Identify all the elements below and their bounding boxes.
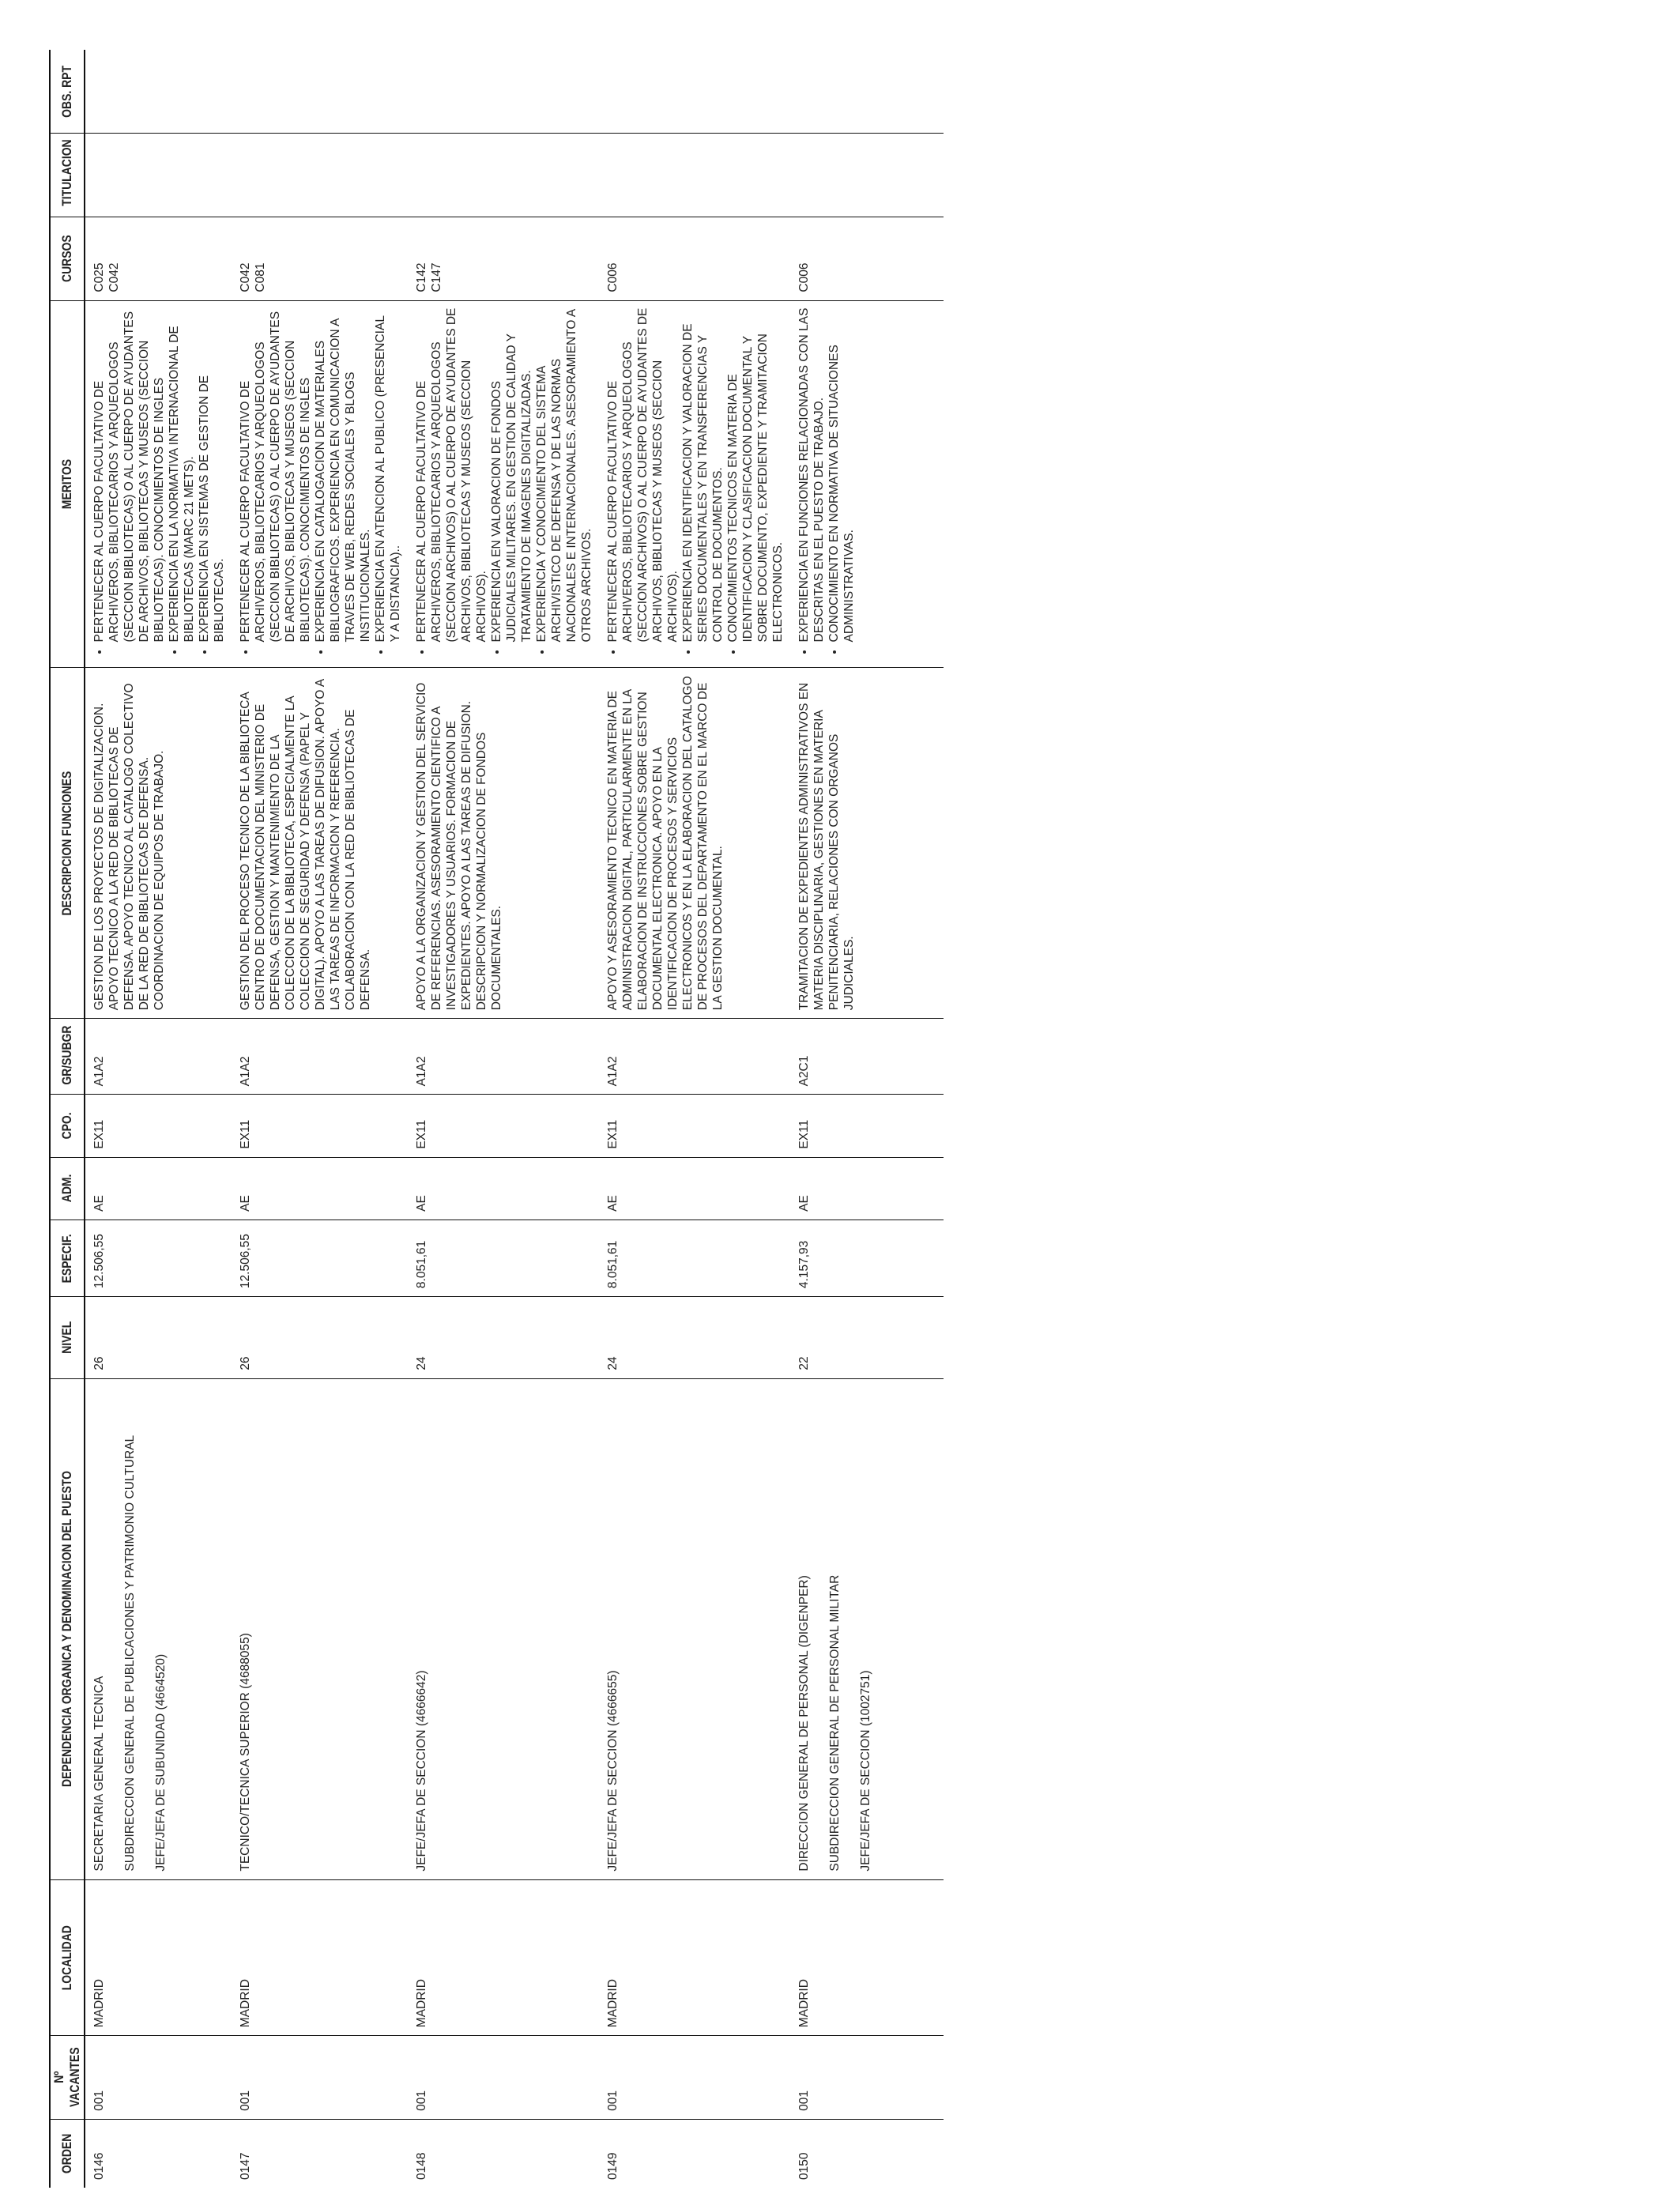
- col-obs: OBS. RPT: [50, 58, 85, 126]
- table-row: [790, 50, 944, 2188]
- merito-item: • EXPERIENCIA EN ATENCION AL PUBLICO (PRESENCIAL Y A DISTANCIA)..: [373, 307, 403, 643]
- col-vacantes: Nº VACANTES: [50, 2043, 85, 2112]
- meritos-cell: [408, 300, 599, 668]
- dependencia-cell: [85, 1378, 232, 1879]
- titulacion-cell: [599, 134, 790, 217]
- dependencia-cell: [408, 1378, 599, 1879]
- meritos-cell: [232, 300, 408, 668]
- meritos-list: [414, 307, 594, 660]
- col-grsubgr: GR/SUBGR: [50, 1025, 85, 1088]
- cpo-cell: EX11: [408, 1095, 599, 1157]
- puesto-name: JEFE/JEFA DE SECCION (1002751): [859, 1670, 872, 1872]
- merito-item: • PERTENECER AL CUERPO FACULTATIVO DE ARCHIVEROS, BIBLIOTECARIOS Y ARQUEOLOGOS (SECCION BIBLIOTECAS) O AL CUERPO DE AYUDANTES DE ARCHIVOS, BIBLIOTECAS Y MUSEOS (SECCION BIBLIOTECAS). CONOCIMIENTOS DE INGLES: [92, 307, 167, 643]
- nivel-cell: 24: [599, 1297, 790, 1379]
- curso-code: C006: [797, 262, 811, 292]
- merito-item: • PERTENECER AL CUERPO FACULTATIVO DE ARCHIVEROS, BIBLIOTECARIOS Y ARQUEOLOGOS (SECCION ARCHIVOS) O AL CUERPO DE AYUDANTES DE ARCHIVOS, BIBLIOTECAS Y MUSEOS (SECCION ARCHIVOS).: [605, 307, 680, 643]
- obs-cell: [599, 50, 790, 134]
- col-especif: ESPECIF.: [50, 1227, 85, 1290]
- curso-code: C006: [606, 262, 620, 292]
- titulacion-cell: [85, 134, 232, 217]
- col-nivel: NIVEL: [50, 1304, 85, 1371]
- dependencia-cell: [232, 1378, 408, 1879]
- meritos-cell: [599, 300, 790, 668]
- descripcion-cell: TRAMITACION DE EXPEDIENTES ADMINISTRATIVOS EN MATERIA DISCIPLINARIA, GESTIONES EN MATERIA PENITENCIARIA, RELACIONES CON ORGANOS JUDICIALES.: [790, 668, 944, 1019]
- curso-code: C147: [430, 262, 443, 292]
- col-cpo: CPO.: [50, 1100, 85, 1152]
- table-row: [599, 50, 790, 2188]
- merito-item: • EXPERIENCIA EN VALORACION DE FONDOS JUDICIALES MILITARES. EN GESTION DE CALIDAD Y TRATAMIENTO DE IMAGENES DIGITALIZADAS.: [489, 307, 534, 643]
- curso-code: C081: [254, 262, 267, 292]
- adm-cell: AE: [599, 1157, 790, 1220]
- meritos-list: [797, 307, 857, 660]
- orden-cell: 0149: [606, 2152, 620, 2180]
- col-adm: ADM.: [50, 1163, 85, 1214]
- rpt-table: [49, 50, 944, 2188]
- merito-item: • EXPERIENCIA EN IDENTIFICACION Y VALORACION DE SERIES DOCUMENTALES Y EN TRANSFERENCIAS Y CONTROL DE DOCUMENTOS.: [680, 307, 725, 643]
- rotated-page: [49, 50, 1408, 2188]
- cursos-cell: [408, 217, 599, 300]
- orden-cell: 0148: [415, 2152, 428, 2180]
- merito-item: • EXPERIENCIA EN LA NORMATIVA INTERNACIONAL DE BIBLIOTECAS (MARC 21 METS).: [167, 307, 197, 643]
- meritos-list: [605, 307, 785, 660]
- curso-code: C025: [92, 262, 106, 292]
- localidad-cell: MADRID: [790, 1879, 944, 2036]
- merito-item: • CONOCIMIENTOS TECNICOS EN MATERIA DE IDENTIFICACION Y CLASIFICACION DOCUMENTAL Y SOBRE DOCUMENTO, EXPEDIENTE Y TRAMITACION ELECTRONICOS.: [725, 307, 785, 643]
- meritos-list: [92, 307, 227, 660]
- localidad-cell: MADRID: [408, 1879, 599, 2036]
- vacantes-cell: 001: [232, 2036, 408, 2120]
- grsubgr-cell: A1A2: [85, 1019, 232, 1095]
- meritos-list: [238, 307, 403, 660]
- col-titulacion: TITULACION: [50, 141, 85, 209]
- adm-cell: AE: [232, 1157, 408, 1220]
- nivel-cell: 26: [232, 1297, 408, 1379]
- localidad-cell: MADRID: [599, 1879, 790, 2036]
- curso-code: C142: [415, 262, 428, 292]
- adm-cell: AE: [790, 1157, 944, 1220]
- vacantes-cell: 001: [408, 2036, 599, 2120]
- vacantes-cell: 001: [599, 2036, 790, 2120]
- col-cursos: CURSOS: [50, 224, 85, 293]
- curso-code: C042: [239, 262, 252, 292]
- cpo-cell: EX11: [599, 1095, 790, 1157]
- obs-cell: [408, 50, 599, 134]
- table-row: [85, 50, 232, 2188]
- merito-item: • EXPERIENCIA Y CONOCIMIENTO DEL SISTEMA ARCHIVISTICO DE DEFENSA Y DE LAS NORMAS NACIONALES E INTERNACIONALES. ASESORAMIENTO A OTROS ARCHIVOS.: [534, 307, 594, 643]
- puesto-name: JEFE/JEFA DE SUBUNIDAD (4664520): [154, 1653, 168, 1872]
- grsubgr-cell: A1A2: [232, 1019, 408, 1095]
- table-row: [408, 50, 599, 2188]
- cursos-cell: [790, 217, 944, 300]
- merito-item: • EXPERIENCIA EN FUNCIONES RELACIONADAS CON LAS DESCRITAS EN EL PUESTO DE TRABAJO.: [797, 307, 827, 643]
- descripcion-cell: APOYO A LA ORGANIZACION Y GESTION DEL SERVICIO DE REFERENCIAS. ASESORAMIENTO CIENTIFICO A INVESTIGADORES Y USUARIOS. FORMACION DE EXPEDIENTES. APOYO A LAS TAREAS DE DIFUSION. DESCRIPCION Y NORMALIZACION DE FONDOS DOCUMENTALES.: [408, 668, 599, 1019]
- table-body: [85, 50, 944, 2188]
- cursos-cell: [85, 217, 232, 300]
- dependencia-heading: DIRECCION GENERAL DE PERSONAL (DIGENPER): [797, 1575, 811, 1872]
- descripcion-cell: GESTION DE LOS PROYECTOS DE DIGITALIZACION. APOYO TECNICO A LA RED DE BIBLIOTECAS DE DEFENSA. APOYO TECNICO AL CATALOGO COLECTIVO DE LA RED DE BIBLIOTECAS DE DEFENSA. COORDINACION DE EQUIPOS DE TRABAJO.: [85, 668, 232, 1019]
- table-row: [232, 50, 408, 2188]
- orden-cell: 0146: [92, 2152, 106, 2180]
- merito-item: • CONOCIMIENTO EN NORMATIVA DE SITUACIONES ADMINISTRATIVAS.: [827, 307, 857, 643]
- dependencia-heading: SUBDIRECCION GENERAL DE PUBLICACIONES Y PATRIMONIO CULTURAL: [123, 1434, 137, 1872]
- especif-cell: 8.051,61: [599, 1220, 790, 1296]
- especif-cell: 8.051,61: [408, 1220, 599, 1296]
- titulacion-cell: [408, 134, 599, 217]
- adm-cell: AE: [408, 1157, 599, 1220]
- grsubgr-cell: A1A2: [408, 1019, 599, 1095]
- especif-cell: 12.506,55: [232, 1220, 408, 1296]
- especif-cell: 4.157,93: [790, 1220, 944, 1296]
- localidad-cell: MADRID: [85, 1879, 232, 2036]
- especif-cell: 12.506,55: [85, 1220, 232, 1296]
- dependencia-cell: [790, 1378, 944, 1879]
- titulacion-cell: [790, 134, 944, 217]
- grsubgr-cell: A2C1: [790, 1019, 944, 1095]
- localidad-cell: MADRID: [232, 1879, 408, 2036]
- nivel-cell: 26: [85, 1297, 232, 1379]
- obs-cell: [85, 50, 232, 134]
- meritos-cell: [790, 300, 944, 668]
- merito-item: • EXPERIENCIA EN CATALOGACION DE MATERIALES BIBLIOGRAFICOS. EXPERIENCIA EN COMUNICACION A TRAVES DE WEB, REDES SOCIALES Y BLOGS INSTITUCIONALES.: [313, 307, 373, 643]
- nivel-cell: 24: [408, 1297, 599, 1379]
- descripcion-cell: APOYO Y ASESORAMIENTO TECNICO EN MATERIA DE ADMINISTRACION DIGITAL, PARTICULARMENTE EN LA ELABORACION DE INSTRUCCIONES SOBRE GESTION DOCUMENTAL ELECTRONICA. APOYO EN LA IDENTIFICACION DE PROCESOS Y SERVICIOS ELECTRONICOS Y EN LA ELABORACION DEL CATALOGO DE PROCESOS DEL DEPARTAMENTO EN EL MARCO DE LA GESTION DOCUMENTAL.: [599, 668, 790, 1019]
- header-row: [50, 50, 85, 2188]
- merito-item: • EXPERIENCIA EN SISTEMAS DE GESTION DE BIBLIOTECAS.: [197, 307, 227, 643]
- descripcion-cell: GESTION DEL PROCESO TECNICO DE LA BIBLIOTECA CENTRO DE DOCUMENTACION DEL MINISTERIO DE DEFENSA, GESTION Y MANTENIMIENTO DE LA COLECCION DE LA BIBLIOTECA, ESPECIALMENTE LA COLECCION DE SEGURIDAD Y DEFENSA (PAPEL Y DIGITAL). APOYO A LAS TAREAS DE DIFUSION. APOYO A LAS TAREAS DE INFORMACION Y REFERENCIA. COLABORACION CON LA RED DE BIBLIOTECAS DE DEFENSA.: [232, 668, 408, 1019]
- grsubgr-cell: A1A2: [599, 1019, 790, 1095]
- puesto-name: JEFE/JEFA DE SECCION (4666642): [415, 1670, 428, 1872]
- cpo-cell: EX11: [232, 1095, 408, 1157]
- dependencia-cell: [599, 1378, 790, 1879]
- merito-item: • PERTENECER AL CUERPO FACULTATIVO DE ARCHIVEROS, BIBLIOTECARIOS Y ARQUEOLOGOS (SECCION ARCHIVOS) O AL CUERPO DE AYUDANTES DE ARCHIVOS, BIBLIOTECAS Y MUSEOS (SECCION ARCHIVOS).: [414, 307, 489, 643]
- cpo-cell: EX11: [790, 1095, 944, 1157]
- puesto-name: TECNICO/TECNICA SUPERIOR (4688055): [239, 1633, 252, 1872]
- obs-cell: [790, 50, 944, 134]
- col-dependencia: DEPENDENCIA ORGANICA Y DENOMINACION DEL PUESTO: [50, 1423, 85, 1834]
- col-orden: ORDEN: [50, 2125, 85, 2181]
- cursos-cell: [599, 217, 790, 300]
- meritos-cell: [85, 300, 232, 668]
- adm-cell: AE: [85, 1157, 232, 1220]
- orden-cell: 0150: [797, 2152, 811, 2180]
- col-meritos: MERITOS: [50, 334, 85, 635]
- titulacion-cell: [232, 134, 408, 217]
- puesto-name: JEFE/JEFA DE SECCION (4666655): [606, 1670, 620, 1872]
- vacantes-cell: 001: [85, 2036, 232, 2120]
- curso-code: C042: [107, 262, 121, 292]
- dependencia-heading: SECRETARIA GENERAL TECNICA: [92, 1676, 106, 1872]
- cpo-cell: EX11: [85, 1095, 232, 1157]
- col-localidad: LOCALIDAD: [50, 1894, 85, 2022]
- vacantes-cell: 001: [790, 2036, 944, 2120]
- merito-item: • PERTENECER AL CUERPO FACULTATIVO DE ARCHIVEROS, BIBLIOTECARIOS Y ARQUEOLOGOS (SECCION BIBLIOTECAS) O AL CUERPO DE AYUDANTES DE ARCHIVOS, BIBLIOTECAS Y MUSEOS (SECCION BIBLIOTECAS). CONOCIMIENTOS DE INGLES: [238, 307, 313, 643]
- obs-cell: [232, 50, 408, 134]
- orden-cell: 0147: [239, 2152, 252, 2180]
- col-descripcion: DESCRIPCION FUNCIONES: [50, 699, 85, 987]
- nivel-cell: 22: [790, 1297, 944, 1379]
- cursos-cell: [232, 217, 408, 300]
- dependencia-heading: SUBDIRECCION GENERAL DE PERSONAL MILITAR: [828, 1574, 842, 1872]
